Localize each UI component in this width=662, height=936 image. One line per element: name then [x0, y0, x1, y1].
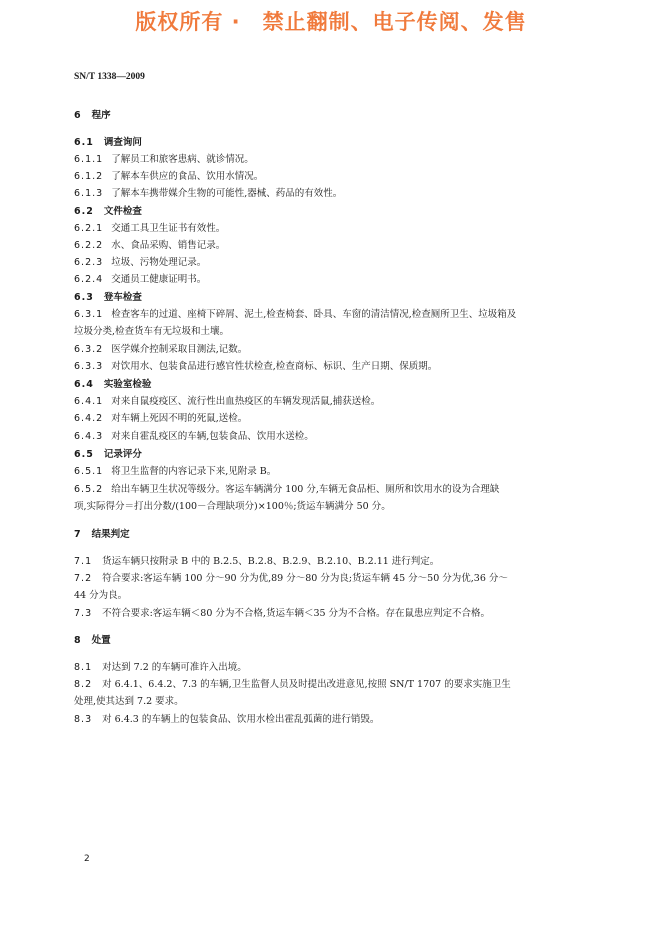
section-title: 结果判定 — [91, 529, 130, 540]
standard-code: SN/T 1338—2009 — [74, 72, 145, 82]
clause — [74, 344, 247, 356]
clause-text: 垃圾、污物处理记录。 — [111, 257, 207, 268]
clause-number: 8.1 — [74, 662, 93, 673]
subsection-heading — [74, 137, 142, 149]
clause-text: 医学媒介控制采取目测法,记数。 — [111, 344, 248, 355]
clause-text: 对饮用水、包装食品进行感官性状检查,检查商标、标识、生产日期、保质期。 — [111, 361, 438, 372]
clause-number: 8.3 — [74, 714, 93, 725]
clause-number: 6.1.1 — [74, 154, 104, 165]
clause — [74, 154, 254, 166]
clause-text: 了解本车供应的食品、饮用水情况。 — [111, 171, 264, 182]
clause-number: 6.1.3 — [74, 188, 104, 199]
clause-number: 6.5 — [74, 449, 94, 460]
clause-number: 6.4 — [74, 379, 94, 390]
clause — [74, 240, 225, 252]
clause-number: 6.2.2 — [74, 240, 104, 251]
clause-text: 交通工具卫生证书有效性。 — [111, 223, 226, 234]
clause-continuation: 垃圾分类,检查货车有无垃圾和土壤。 — [74, 326, 230, 337]
clause-number: 6.2 — [74, 206, 94, 217]
clause-continuation: 44 分为良。 — [74, 590, 128, 601]
clause — [74, 223, 225, 235]
page-number: 2 — [84, 854, 90, 864]
section-title: 程序 — [91, 110, 111, 121]
section-number: 8 — [74, 635, 82, 646]
clause — [74, 714, 379, 726]
clause-title: 实验室检验 — [103, 379, 152, 390]
clause — [74, 274, 206, 286]
clause-continuation: 项,实际得分＝打出分数/(100－合理缺项分)×100％;货运车辆满分 50 分。 — [74, 501, 391, 512]
clause-number: 6.2.4 — [74, 274, 104, 285]
clause — [74, 188, 342, 200]
clause — [74, 679, 511, 691]
clause — [74, 608, 490, 620]
clause-text: 对达到 7.2 的车辆可准许入出境。 — [102, 662, 247, 673]
clause-number: 7.1 — [74, 556, 93, 567]
subsection-heading — [74, 206, 142, 218]
clause-text: 对来自鼠疫疫区、流行性出血热疫区的车辆发现活鼠,捕获送检。 — [111, 396, 381, 407]
clause-continuation: 处理,使其达到 7.2 要求。 — [74, 696, 184, 707]
clause-number: 6.4.1 — [74, 396, 104, 407]
clause-title: 调查询问 — [103, 137, 142, 148]
clause-title: 文件检查 — [103, 206, 142, 217]
clause-number: 6.3.3 — [74, 361, 104, 372]
clause-title: 登车检查 — [103, 292, 142, 303]
section-heading — [74, 635, 111, 647]
clause-title: 记录评分 — [103, 449, 142, 460]
clause-text: 水、食品采购、销售记录。 — [111, 240, 226, 251]
clause-number: 6.2.1 — [74, 223, 104, 234]
clause-number: 7.2 — [74, 573, 93, 584]
clause-number: 6.3.2 — [74, 344, 104, 355]
clause-text: 符合要求:客运车辆 100 分～90 分为优,89 分～80 分为良;货运车辆 45 分～50 分为优,36 分～ — [102, 573, 508, 584]
clause — [74, 257, 206, 269]
clause-number: 6.3 — [74, 292, 94, 303]
clause-text: 对 6.4.1、6.4.2、7.3 的车辆,卫生监督人员及时提出改进意见,按照 SN/T 1707 的要求实施卫生 — [102, 679, 511, 690]
clause-text: 货运车辆只按附录 B 中的 B.2.5、B.2.8、B.2.9、B.2.10、B.2.11 进行判定。 — [102, 556, 440, 567]
section-heading — [74, 110, 111, 122]
clause — [74, 431, 314, 443]
copyright-banner: 版权所有 · 禁止翻制、电子传阅、发售 — [135, 10, 527, 34]
clause-number: 6.5.1 — [74, 466, 104, 477]
section-number: 7 — [74, 529, 82, 540]
clause — [74, 484, 499, 496]
subsection-heading — [74, 449, 142, 461]
clause-number: 6.4.2 — [74, 413, 104, 424]
clause-number: 8.2 — [74, 679, 93, 690]
clause-number: 6.1.2 — [74, 171, 104, 182]
clause — [74, 556, 439, 568]
clause-text: 对 6.4.3 的车辆上的包装食品、饮用水检出霍乱弧菌的进行销毁。 — [102, 714, 380, 725]
clause — [74, 309, 516, 321]
clause-text: 检查客车的过道、座椅下碎屑、泥土,检查椅套、卧具、车窗的清洁情况,检查厕所卫生、垃圾箱及 — [111, 309, 517, 320]
section-heading — [74, 529, 130, 541]
clause-number: 7.3 — [74, 608, 93, 619]
clause — [74, 662, 247, 674]
clause-number: 6.1 — [74, 137, 94, 148]
section-title: 处置 — [91, 635, 111, 646]
clause-number: 6.5.2 — [74, 484, 104, 495]
clause — [74, 171, 263, 183]
clause — [74, 396, 380, 408]
clause — [74, 466, 276, 478]
clause — [74, 361, 437, 373]
clause-number: 6.2.3 — [74, 257, 104, 268]
clause-text: 对来自霍乱疫区的车辆,包装食品、饮用水送检。 — [111, 431, 314, 442]
clause-text: 不符合要求:客运车辆＜80 分为不合格,货运车辆＜35 分为不合格。存在鼠患应判定不合格。 — [102, 608, 491, 619]
clause-text: 将卫生监督的内容记录下来,见附录 B。 — [111, 466, 277, 477]
clause-text: 对车辆上死因不明的死鼠,送检。 — [111, 413, 248, 424]
clause — [74, 573, 508, 585]
clause-text: 了解员工和旅客患病、就诊情况。 — [111, 154, 254, 165]
section-number: 6 — [74, 110, 82, 121]
subsection-heading — [74, 292, 142, 304]
clause-text: 了解本车携带媒介生物的可能性,器械、药品的有效性。 — [111, 188, 343, 199]
clause-number: 6.4.3 — [74, 431, 104, 442]
clause-number: 6.3.1 — [74, 309, 104, 320]
clause-text: 给出车辆卫生状况等级分。客运车辆满分 100 分,车辆无食品柜、厕所和饮用水的设为合理缺 — [111, 484, 500, 495]
clause — [74, 413, 247, 425]
clause-text: 交通员工健康证明书。 — [111, 274, 207, 285]
subsection-heading — [74, 379, 151, 391]
